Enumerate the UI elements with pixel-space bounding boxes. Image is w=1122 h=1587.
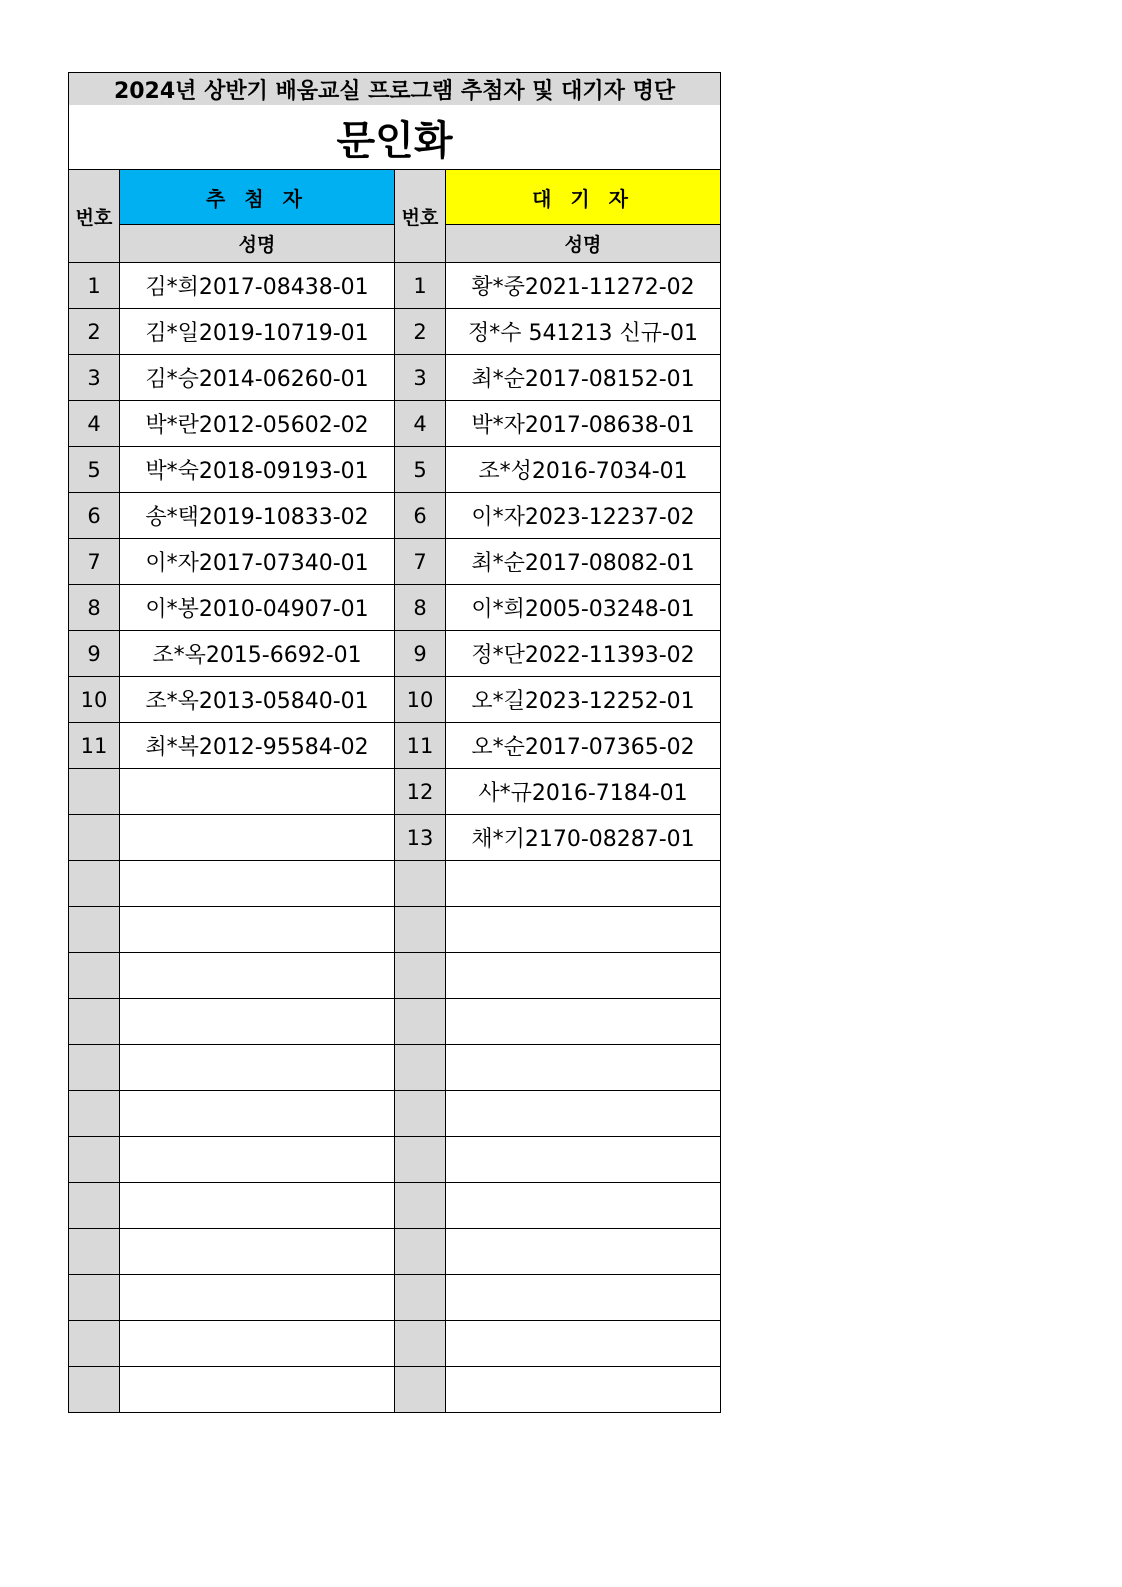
waiting-number: 7 <box>395 539 446 585</box>
winner-name <box>120 1275 395 1321</box>
waiting-name: 최*순2017-08152-01 <box>446 355 721 401</box>
waiting-number <box>395 1183 446 1229</box>
waiting-name <box>446 1367 721 1413</box>
winner-name: 조*옥2013-05840-01 <box>120 677 395 723</box>
table-row <box>69 815 721 861</box>
waiting-name: 이*희2005-03248-01 <box>446 585 721 631</box>
waiting-name-header: 성명 <box>446 225 721 263</box>
winner-name <box>120 1045 395 1091</box>
waiting-number: 3 <box>395 355 446 401</box>
winner-name <box>120 815 395 861</box>
table-row <box>69 999 721 1045</box>
table-row <box>69 1045 721 1091</box>
winners-name-header: 성명 <box>120 225 395 263</box>
waiting-number <box>395 999 446 1045</box>
table-row <box>69 263 721 309</box>
winner-name: 김*일2019-10719-01 <box>120 309 395 355</box>
winner-number <box>69 999 120 1045</box>
winners-header: 추 첨 자 <box>120 170 395 225</box>
waiting-number <box>395 1367 446 1413</box>
table-row <box>69 539 721 585</box>
waiting-number: 13 <box>395 815 446 861</box>
waiting-header: 대 기 자 <box>446 170 721 225</box>
waiting-name <box>446 1045 721 1091</box>
waiting-number <box>395 1321 446 1367</box>
table-row <box>69 1137 721 1183</box>
waiting-name <box>446 1137 721 1183</box>
waiting-name: 황*중2021-11272-02 <box>446 263 721 309</box>
waiting-name <box>446 1321 721 1367</box>
winner-number: 5 <box>69 447 120 493</box>
waiting-number: 2 <box>395 309 446 355</box>
waiting-name: 최*순2017-08082-01 <box>446 539 721 585</box>
waiting-name <box>446 999 721 1045</box>
waiting-number <box>395 1275 446 1321</box>
waiting-number <box>395 1091 446 1137</box>
winners-number-header: 번호 <box>69 170 120 263</box>
winner-name <box>120 953 395 999</box>
table-row <box>69 585 721 631</box>
table-row <box>69 723 721 769</box>
winner-number <box>69 1137 120 1183</box>
waiting-name: 채*기2170-08287-01 <box>446 815 721 861</box>
waiting-number: 8 <box>395 585 446 631</box>
table-row <box>69 677 721 723</box>
table-row <box>69 953 721 999</box>
table-row <box>69 1321 721 1367</box>
waiting-name: 박*자2017-08638-01 <box>446 401 721 447</box>
winner-name <box>120 1183 395 1229</box>
winner-name: 김*희2017-08438-01 <box>120 263 395 309</box>
waiting-name <box>446 1275 721 1321</box>
winner-name <box>120 769 395 815</box>
waiting-name: 사*규2016-7184-01 <box>446 769 721 815</box>
winner-name <box>120 1321 395 1367</box>
table-row <box>69 447 721 493</box>
winner-name <box>120 1367 395 1413</box>
winner-number <box>69 861 120 907</box>
winner-number <box>69 1321 120 1367</box>
table-row <box>69 1183 721 1229</box>
winner-number: 11 <box>69 723 120 769</box>
waiting-number: 11 <box>395 723 446 769</box>
roster-table <box>68 72 721 1413</box>
waiting-name <box>446 1183 721 1229</box>
table-row <box>69 907 721 953</box>
waiting-number: 10 <box>395 677 446 723</box>
winner-number <box>69 1183 120 1229</box>
waiting-name: 정*단2022-11393-02 <box>446 631 721 677</box>
winner-name: 조*옥2015-6692-01 <box>120 631 395 677</box>
waiting-number: 4 <box>395 401 446 447</box>
waiting-number <box>395 861 446 907</box>
waiting-number <box>395 907 446 953</box>
winner-number: 4 <box>69 401 120 447</box>
waiting-name: 이*자2023-12237-02 <box>446 493 721 539</box>
winner-name: 박*숙2018-09193-01 <box>120 447 395 493</box>
waiting-number <box>395 1137 446 1183</box>
waiting-name: 조*성2016-7034-01 <box>446 447 721 493</box>
winner-number <box>69 1091 120 1137</box>
table-row <box>69 1367 721 1413</box>
winner-name <box>120 907 395 953</box>
winner-number <box>69 1229 120 1275</box>
winner-number <box>69 769 120 815</box>
table-row <box>69 401 721 447</box>
winner-name <box>120 861 395 907</box>
waiting-number <box>395 1229 446 1275</box>
winner-number: 10 <box>69 677 120 723</box>
waiting-name <box>446 861 721 907</box>
winner-name <box>120 1229 395 1275</box>
table-row <box>69 631 721 677</box>
waiting-number: 5 <box>395 447 446 493</box>
table-row <box>69 309 721 355</box>
waiting-number: 9 <box>395 631 446 677</box>
winner-name: 송*택2019-10833-02 <box>120 493 395 539</box>
winner-number: 6 <box>69 493 120 539</box>
waiting-name: 정*수 541213 신규-01 <box>446 309 721 355</box>
winner-name: 김*승2014-06260-01 <box>120 355 395 401</box>
winner-number: 7 <box>69 539 120 585</box>
winner-name: 이*봉2010-04907-01 <box>120 585 395 631</box>
table-row <box>69 355 721 401</box>
winner-number: 1 <box>69 263 120 309</box>
waiting-number: 12 <box>395 769 446 815</box>
winner-name: 최*복2012-95584-02 <box>120 723 395 769</box>
table-row <box>69 493 721 539</box>
waiting-name <box>446 907 721 953</box>
table-row <box>69 1091 721 1137</box>
winner-name <box>120 1091 395 1137</box>
waiting-number: 6 <box>395 493 446 539</box>
waiting-number <box>395 953 446 999</box>
winner-number: 9 <box>69 631 120 677</box>
table-row <box>69 1275 721 1321</box>
winner-number <box>69 1275 120 1321</box>
program-name: 문인화 <box>69 105 721 170</box>
winner-number: 3 <box>69 355 120 401</box>
winner-number <box>69 953 120 999</box>
winner-name <box>120 1137 395 1183</box>
waiting-number: 1 <box>395 263 446 309</box>
winner-number: 8 <box>69 585 120 631</box>
waiting-name <box>446 1091 721 1137</box>
winner-name: 박*란2012-05602-02 <box>120 401 395 447</box>
waiting-name <box>446 953 721 999</box>
waiting-name <box>446 1229 721 1275</box>
waiting-number <box>395 1045 446 1091</box>
winner-name <box>120 999 395 1045</box>
winner-number: 2 <box>69 309 120 355</box>
table-row <box>69 769 721 815</box>
winner-name: 이*자2017-07340-01 <box>120 539 395 585</box>
page-title: 2024년 상반기 배움교실 프로그램 추첨자 및 대기자 명단 <box>69 73 721 106</box>
waiting-name: 오*길2023-12252-01 <box>446 677 721 723</box>
table-row <box>69 1229 721 1275</box>
waiting-name: 오*순2017-07365-02 <box>446 723 721 769</box>
winner-number <box>69 907 120 953</box>
waiting-number-header: 번호 <box>395 170 446 263</box>
table-row <box>69 861 721 907</box>
winner-number <box>69 815 120 861</box>
winner-number <box>69 1367 120 1413</box>
winner-number <box>69 1045 120 1091</box>
